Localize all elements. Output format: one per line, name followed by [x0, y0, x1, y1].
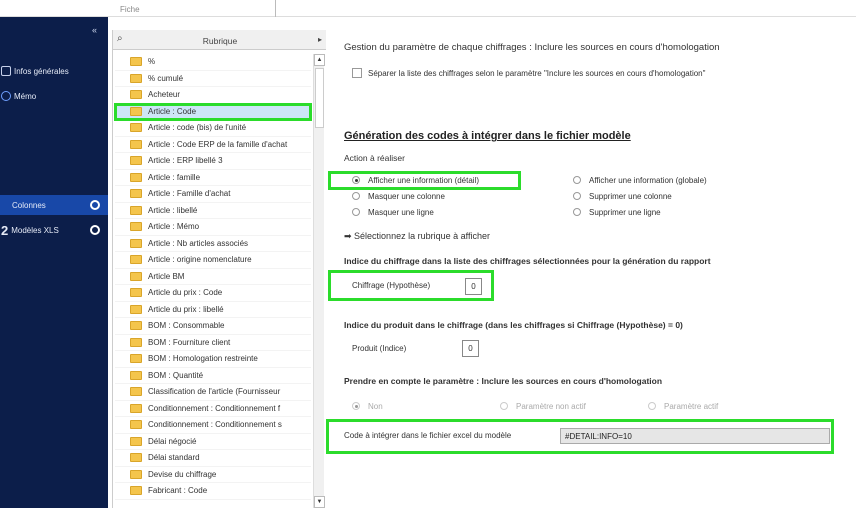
nav-item-prefix: 2: [1, 222, 9, 238]
rubrique-item[interactable]: [115, 170, 311, 187]
rubrique-item[interactable]: [115, 335, 311, 352]
rubrique-item[interactable]: [115, 285, 311, 302]
radio-parametre-actif[interactable]: [648, 402, 656, 410]
folder-icon: [130, 90, 142, 99]
generation-title: Génération des codes à intégrer dans le fichier modèle: [344, 130, 631, 142]
rubrique-item[interactable]: [115, 269, 311, 286]
rubrique-item[interactable]: [115, 203, 311, 220]
folder-icon: [130, 107, 142, 116]
expand-arrow-icon[interactable]: ▸: [317, 35, 322, 44]
radio-label: Paramètre actif: [664, 402, 719, 411]
chiffrage-label: Chiffrage (Hypothèse): [352, 281, 431, 290]
rubrique-item[interactable]: [115, 186, 311, 203]
rubrique-item[interactable]: [115, 417, 311, 434]
folder-icon: [130, 173, 142, 182]
rubrique-item-label: Article BM: [148, 271, 185, 281]
rubrique-item[interactable]: [115, 87, 311, 104]
rubrique-list: [115, 54, 311, 500]
folder-icon: [130, 321, 142, 330]
rubrique-item[interactable]: [115, 368, 311, 385]
radio-label: Masquer une ligne: [368, 208, 434, 217]
folder-icon: [130, 420, 142, 429]
rubrique-scrollbar[interactable]: [313, 54, 324, 508]
prendre-title: Prendre en compte le paramètre : Inclure les sources en cours d'homologation: [344, 376, 663, 386]
folder-icon: [130, 206, 142, 215]
nav-item-label: Colonnes: [12, 200, 46, 210]
folder-icon: [130, 74, 142, 83]
rubrique-item[interactable]: [115, 467, 311, 484]
rubrique-item-label: Article : Code: [148, 106, 197, 116]
select-hint: ➡ Sélectionnez la rubrique à afficher: [344, 231, 490, 241]
radio-supprimer-ligne[interactable]: [573, 208, 581, 216]
rubrique-item[interactable]: [115, 137, 311, 154]
folder-icon: [130, 272, 142, 281]
scroll-down-icon[interactable]: ▼: [314, 496, 325, 508]
nav-item-label: Infos générales: [14, 66, 69, 76]
collapse-icon[interactable]: «: [92, 25, 98, 35]
folder-icon: [130, 404, 142, 413]
nav-item-label: Modèles XLS: [11, 225, 59, 235]
folder-icon: [130, 354, 142, 363]
radio-masquer-ligne[interactable]: [352, 208, 360, 216]
indice-produit-title: Indice du produit dans le chiffrage (dans les chiffrages si Chiffrage (Hypothèse) = 0): [344, 320, 683, 330]
radio-label: Masquer une colonne: [368, 192, 445, 201]
folder-icon: [130, 387, 142, 396]
action-label: Action à réaliser: [344, 153, 405, 163]
folder-icon: [130, 338, 142, 347]
rubrique-item[interactable]: [115, 318, 311, 335]
folder-icon: [130, 222, 142, 231]
folder-icon: [130, 437, 142, 446]
rubrique-item-label: BOM : Homologation restreinte: [148, 354, 258, 364]
rubrique-item-label: Classification de l'article (Fournisseur: [148, 387, 281, 397]
rubrique-item-label: Fabricant : Code: [148, 486, 208, 496]
tab-fiche[interactable]: Fiche: [112, 0, 276, 17]
separer-checkbox[interactable]: [352, 68, 362, 78]
rubrique-item-label: Article : Nb articles associés: [148, 238, 249, 248]
rubrique-item[interactable]: [115, 351, 311, 368]
rubrique-title: Rubrique: [202, 36, 238, 46]
rubrique-item-label: BOM : Fourniture client: [148, 337, 231, 347]
rubrique-item-label: % cumulé: [148, 73, 184, 83]
folder-icon: [130, 255, 142, 264]
top-strip: [0, 0, 856, 17]
radio-non[interactable]: [352, 402, 360, 410]
folder-icon: [130, 305, 142, 314]
nav-item-label: Mémo: [14, 91, 37, 101]
radio-parametre-non-actif[interactable]: [500, 402, 508, 410]
radio-label: Paramètre non actif: [516, 402, 586, 411]
folder-icon: [130, 288, 142, 297]
rubrique-item-label: BOM : Quantité: [148, 370, 204, 380]
rubrique-item-label: Conditionnement : Conditionnement f: [148, 403, 281, 413]
scroll-thumb[interactable]: [315, 68, 324, 128]
radio-afficher-globale[interactable]: [573, 176, 581, 184]
produit-label: Produit (Indice): [352, 344, 407, 353]
separer-label: Séparer la liste des chiffrages selon le paramètre "Inclure les sources en cours d'homologation": [368, 69, 706, 78]
radio-icon: [90, 200, 100, 210]
radio-afficher-detail[interactable]: [352, 176, 360, 184]
radio-label: Afficher une information (détail): [368, 176, 480, 185]
rubrique-item-label: Article du prix : libellé: [148, 304, 224, 314]
rubrique-item-label: Article : Famille d'achat: [148, 189, 231, 199]
folder-icon: [130, 486, 142, 495]
rubrique-item-label: Article : Code ERP de la famille d'achat: [148, 139, 288, 149]
rubrique-panel: [112, 30, 326, 508]
rubrique-item-label: BOM : Consommable: [148, 321, 225, 331]
rubrique-item-label: Article : origine nomenclature: [148, 255, 252, 265]
radio-masquer-colonne[interactable]: [352, 192, 360, 200]
main-pane: [336, 30, 852, 508]
rubrique-item-label: Article : ERP libellé 3: [148, 156, 223, 166]
rubrique-item-label: Article : Mémo: [148, 222, 200, 232]
folder-icon: [130, 123, 142, 132]
nav-item-colonnes[interactable]: [0, 195, 108, 215]
rubrique-item[interactable]: [115, 236, 311, 253]
rubrique-item-label: Acheteur: [148, 90, 181, 100]
folder-icon: [130, 140, 142, 149]
code-label: Code à intégrer dans le fichier excel du modèle: [344, 431, 512, 440]
rubrique-item[interactable]: [115, 302, 311, 319]
rubrique-item[interactable]: [115, 401, 311, 418]
radio-supprimer-colonne[interactable]: [573, 192, 581, 200]
folder-icon: [130, 470, 142, 479]
folder-icon: [130, 453, 142, 462]
gestion-title: Gestion du paramètre de chaque chiffrages : Inclure les sources en cours d'homologation: [344, 42, 720, 53]
rubrique-item-label: %: [148, 57, 156, 67]
rubrique-item[interactable]: [115, 219, 311, 236]
nav-item-infos-generales[interactable]: [0, 61, 108, 81]
rubrique-item[interactable]: [115, 54, 311, 71]
rubrique-item[interactable]: [115, 104, 311, 121]
rubrique-item[interactable]: [115, 153, 311, 170]
rubrique-item-label: Devise du chiffrage: [148, 469, 217, 479]
produit-input[interactable]: 0: [462, 340, 479, 357]
rubrique-item[interactable]: [115, 434, 311, 451]
folder-icon: [130, 189, 142, 198]
scroll-up-icon[interactable]: ▲: [314, 54, 325, 66]
rubrique-item[interactable]: [115, 483, 311, 500]
search-icon[interactable]: ⌕: [117, 33, 123, 44]
rubrique-item-label: Délai négocié: [148, 436, 197, 446]
radio-label: Afficher une information (globale): [589, 176, 707, 185]
radio-label: Non: [368, 402, 383, 411]
rubrique-item[interactable]: [115, 71, 311, 88]
folder-icon: [130, 239, 142, 248]
info-icon: [1, 66, 11, 76]
rubrique-item[interactable]: [115, 450, 311, 467]
folder-icon: [130, 371, 142, 380]
nav-item-memo[interactable]: [0, 86, 108, 106]
code-field[interactable]: #DETAIL:INFO=10: [560, 428, 830, 444]
rubrique-item-label: Article du prix : Code: [148, 288, 223, 298]
folder-icon: [130, 156, 142, 165]
radio-label: Supprimer une colonne: [589, 192, 672, 201]
rubrique-item-label: Délai standard: [148, 453, 200, 463]
rubrique-item[interactable]: [115, 252, 311, 269]
indice-chiffrage-title: Indice du chiffrage dans la liste des chiffrages sélectionnées pour la génération du rapport: [344, 256, 711, 266]
rubrique-item[interactable]: [115, 120, 311, 137]
nav-item-modeles-xls[interactable]: [0, 220, 108, 240]
radio-label: Supprimer une ligne: [589, 208, 661, 217]
rubrique-header: [113, 30, 326, 50]
radio-icon: [90, 225, 100, 235]
rubrique-item-label: Article : famille: [148, 172, 201, 182]
rubrique-item-label: Article : code (bis) de l'unité: [148, 123, 247, 133]
rubrique-item-label: Article : libellé: [148, 205, 198, 215]
rubrique-item[interactable]: [115, 384, 311, 401]
folder-icon: [130, 57, 142, 66]
rubrique-item-label: Conditionnement : Conditionnement s: [148, 420, 282, 430]
side-nav: [0, 17, 108, 508]
memo-icon: [1, 91, 11, 101]
chiffrage-input[interactable]: 0: [465, 278, 482, 295]
